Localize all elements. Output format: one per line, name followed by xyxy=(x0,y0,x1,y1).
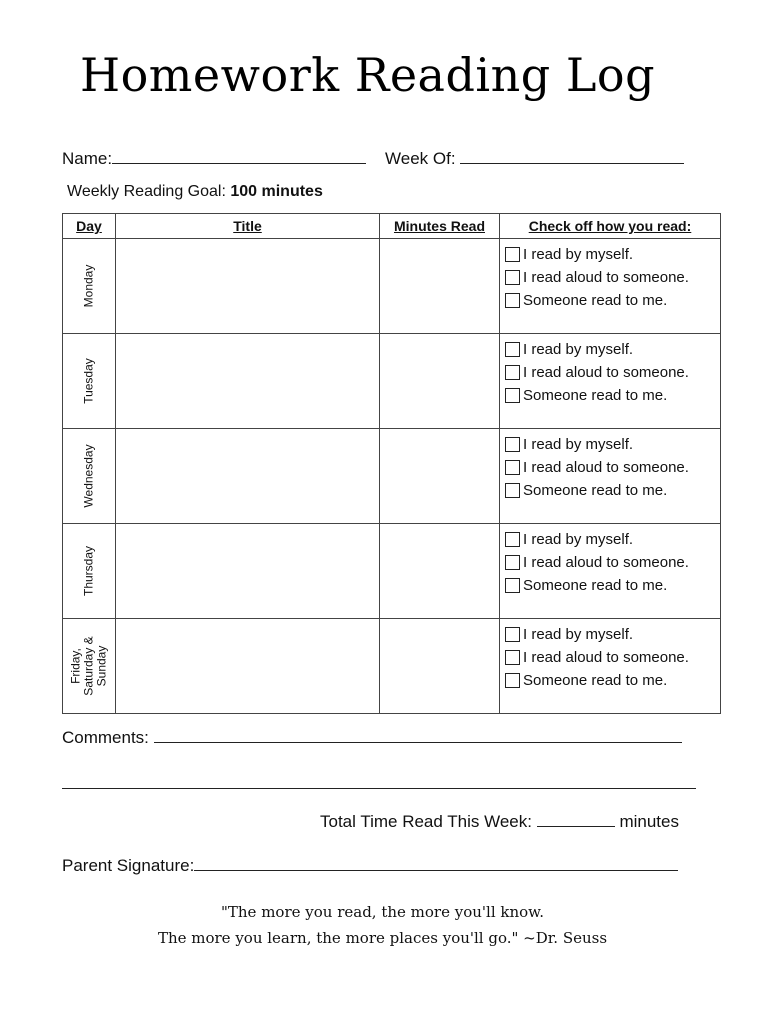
day-cell xyxy=(63,334,116,429)
quote-line-1: "The more you read, the more you'll know. xyxy=(220,903,544,921)
header-check: Check off how you read: xyxy=(500,214,721,239)
comments-blank[interactable] xyxy=(154,728,682,743)
week-blank[interactable] xyxy=(460,149,684,164)
checkbox[interactable] xyxy=(505,578,520,593)
checkbox-option xyxy=(505,338,720,361)
checkbox[interactable] xyxy=(505,483,520,498)
signature-row xyxy=(62,856,678,876)
comments-label: Comments: xyxy=(62,728,149,747)
checkbox-option xyxy=(505,266,720,289)
goal-value: 100 minutes xyxy=(230,183,323,200)
checkbox-label: I read by myself. xyxy=(523,246,634,263)
checkbox-label: I read aloud to someone. xyxy=(523,649,689,666)
checkbox-label: I read aloud to someone. xyxy=(523,364,689,381)
check-cell xyxy=(500,239,721,334)
checkbox-label: I read by myself. xyxy=(523,436,634,453)
checkbox-option xyxy=(505,456,720,479)
checkbox-option xyxy=(505,574,720,597)
quote-line-2: The more you learn, the more places you'll go." ~Dr. Seuss xyxy=(157,929,608,947)
checkbox-label: I read by myself. xyxy=(523,531,634,548)
title-cell[interactable] xyxy=(116,239,380,334)
day-label: Tuesday xyxy=(81,358,96,404)
day-label: Wednesday xyxy=(81,444,96,508)
week-label: Week Of: xyxy=(385,149,456,168)
checkbox[interactable] xyxy=(505,342,520,357)
checkbox-label: I read aloud to someone. xyxy=(523,554,689,571)
checkbox-label: Someone read to me. xyxy=(523,672,668,689)
checkbox[interactable] xyxy=(505,247,520,262)
table-header-row xyxy=(63,214,721,239)
name-blank[interactable] xyxy=(112,149,366,164)
check-cell xyxy=(500,334,721,429)
minutes-cell[interactable] xyxy=(380,334,500,429)
checkbox-label: Someone read to me. xyxy=(523,387,668,404)
check-cell xyxy=(500,429,721,524)
day-cell xyxy=(63,239,116,334)
checkbox[interactable] xyxy=(505,365,520,380)
title-cell[interactable] xyxy=(116,429,380,524)
goal-label: Weekly Reading Goal: xyxy=(67,183,226,200)
checkbox[interactable] xyxy=(505,650,520,665)
checkbox-option xyxy=(505,551,720,574)
checkbox[interactable] xyxy=(505,437,520,452)
title-cell[interactable] xyxy=(116,334,380,429)
page-title: Homework Reading Log xyxy=(79,48,656,102)
table-row xyxy=(63,619,721,714)
name-label: Name: xyxy=(62,149,113,168)
header-minutes: Minutes Read xyxy=(380,214,500,239)
minutes-cell[interactable] xyxy=(380,239,500,334)
day-cell xyxy=(63,619,116,714)
checkbox-option xyxy=(505,289,720,312)
checkbox[interactable] xyxy=(505,673,520,688)
table-row xyxy=(63,239,721,334)
comments-row xyxy=(62,728,682,748)
checkbox-label: Someone read to me. xyxy=(523,292,668,309)
reading-log-table xyxy=(62,213,721,714)
checkbox-option xyxy=(505,243,720,266)
check-cell xyxy=(500,619,721,714)
header-day: Day xyxy=(63,214,116,239)
checkbox-label: Someone read to me. xyxy=(523,482,668,499)
minutes-cell[interactable] xyxy=(380,429,500,524)
checkbox[interactable] xyxy=(505,388,520,403)
table-row xyxy=(63,334,721,429)
checkbox-option xyxy=(505,384,720,407)
checkbox-option xyxy=(505,479,720,502)
day-cell xyxy=(63,429,116,524)
comments-blank-2[interactable] xyxy=(62,774,696,789)
checkbox-option xyxy=(505,361,720,384)
title-cell[interactable] xyxy=(116,524,380,619)
minutes-cell[interactable] xyxy=(380,524,500,619)
checkbox-option xyxy=(505,646,720,669)
table-row xyxy=(63,429,721,524)
checkbox[interactable] xyxy=(505,532,520,547)
checkbox-option xyxy=(505,433,720,456)
total-label: Total Time Read This Week: xyxy=(320,812,532,831)
checkbox-label: Someone read to me. xyxy=(523,577,668,594)
checkbox[interactable] xyxy=(505,555,520,570)
check-cell xyxy=(500,524,721,619)
checkbox-label: I read by myself. xyxy=(523,341,634,358)
checkbox[interactable] xyxy=(505,293,520,308)
total-time-row xyxy=(320,812,679,832)
comments-row-2 xyxy=(62,774,696,794)
checkbox-label: I read aloud to someone. xyxy=(523,269,689,286)
reading-goal xyxy=(67,183,323,201)
day-label: Friday, Saturday & Sunday xyxy=(68,636,109,696)
header-title: Title xyxy=(116,214,380,239)
name-field-row xyxy=(62,149,366,169)
day-cell xyxy=(63,524,116,619)
signature-blank[interactable] xyxy=(194,856,678,871)
table-row xyxy=(63,524,721,619)
checkbox-label: I read aloud to someone. xyxy=(523,459,689,476)
checkbox-option xyxy=(505,528,720,551)
total-unit: minutes xyxy=(619,812,679,831)
checkbox[interactable] xyxy=(505,460,520,475)
week-field-row xyxy=(385,149,684,169)
checkbox-option xyxy=(505,623,720,646)
day-label: Thursday xyxy=(81,545,96,597)
checkbox[interactable] xyxy=(505,270,520,285)
day-label: Monday xyxy=(81,264,96,308)
title-cell[interactable] xyxy=(116,619,380,714)
total-blank[interactable] xyxy=(537,812,615,827)
signature-label: Parent Signature: xyxy=(62,856,195,875)
minutes-cell[interactable] xyxy=(380,619,500,714)
checkbox-option xyxy=(505,669,720,692)
checkbox[interactable] xyxy=(505,627,520,642)
checkbox-label: I read by myself. xyxy=(523,626,634,643)
